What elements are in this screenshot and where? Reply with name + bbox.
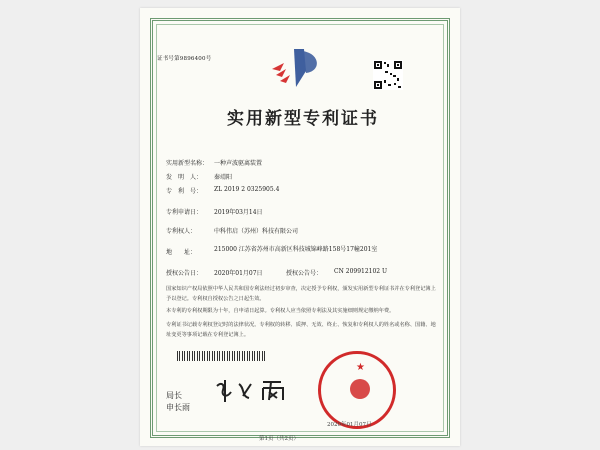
field-label-inventor: 发 明 人： xyxy=(166,174,203,181)
field-value-patentee: 中科伟启（苏州）科技有限公司 xyxy=(214,228,299,235)
field-label-application-date: 专利申请日： xyxy=(166,209,203,216)
field-value-patent-no: ZL 2019 2 0325905.4 xyxy=(214,186,280,193)
field-label-address: 地 址： xyxy=(166,249,197,256)
qr-code xyxy=(373,60,403,90)
certificate-number: 证书号第9896400号 xyxy=(157,56,212,62)
director-name: 申长雨 xyxy=(166,403,190,412)
field-value-grant-date: 2020年01月07日 xyxy=(214,270,263,277)
field-label-grant-date: 授权公告日： xyxy=(166,270,203,277)
body-paragraph-2: 本专利的专利权期限为十年，自申请日起算。专利权人应当依照专利法及其实施细则规定缴纳年费。 xyxy=(166,308,395,314)
field-label-grant-no: 授权公告号： xyxy=(286,270,323,277)
body-paragraph-3: 专利证书记载专利权登记时的法律状况。专利权的转移、质押、无效、终止、恢复和专利权人的姓名或名称、国籍、地址变更等事项记载在专利登记簿上。 xyxy=(166,322,436,338)
emblem-star xyxy=(272,63,284,71)
field-value-inventor: 秦靖阳 xyxy=(214,174,233,181)
national-emblem xyxy=(350,379,370,399)
director-title: 局长 xyxy=(166,391,182,400)
seal-star-icon: ★ xyxy=(356,362,365,373)
certificate-title: 实用新型专利证书 xyxy=(227,109,379,129)
field-label-patentee: 专利权人： xyxy=(166,228,197,235)
field-value-grant-no: CN 209912102 U xyxy=(334,268,388,275)
field-label-patent-no: 专 利 号： xyxy=(166,188,203,195)
field-value-application-date: 2019年03月14日 xyxy=(214,209,263,216)
official-seal xyxy=(318,351,396,429)
body-paragraph-1: 国家知识产权局依照中华人民共和国专利法经过初步审查，决定授予专利权，颁发实用新型专利证书并在专利登记簿上予以登记。专利权自授权公告之日起生效。 xyxy=(166,286,436,302)
seal-date: 2020年01月07日 xyxy=(327,422,372,428)
field-label-name: 实用新型名称： xyxy=(166,160,209,167)
field-value-address: 215000 江苏省苏州市高新区科技城锦峰路158号17幢201室 xyxy=(214,246,378,253)
patent-office-emblem xyxy=(268,45,326,91)
signature xyxy=(211,378,303,404)
page-indicator: 第1页（共2页） xyxy=(259,436,299,442)
field-value-name: 一种声波驱离装置 xyxy=(214,160,263,167)
barcode xyxy=(177,351,267,361)
